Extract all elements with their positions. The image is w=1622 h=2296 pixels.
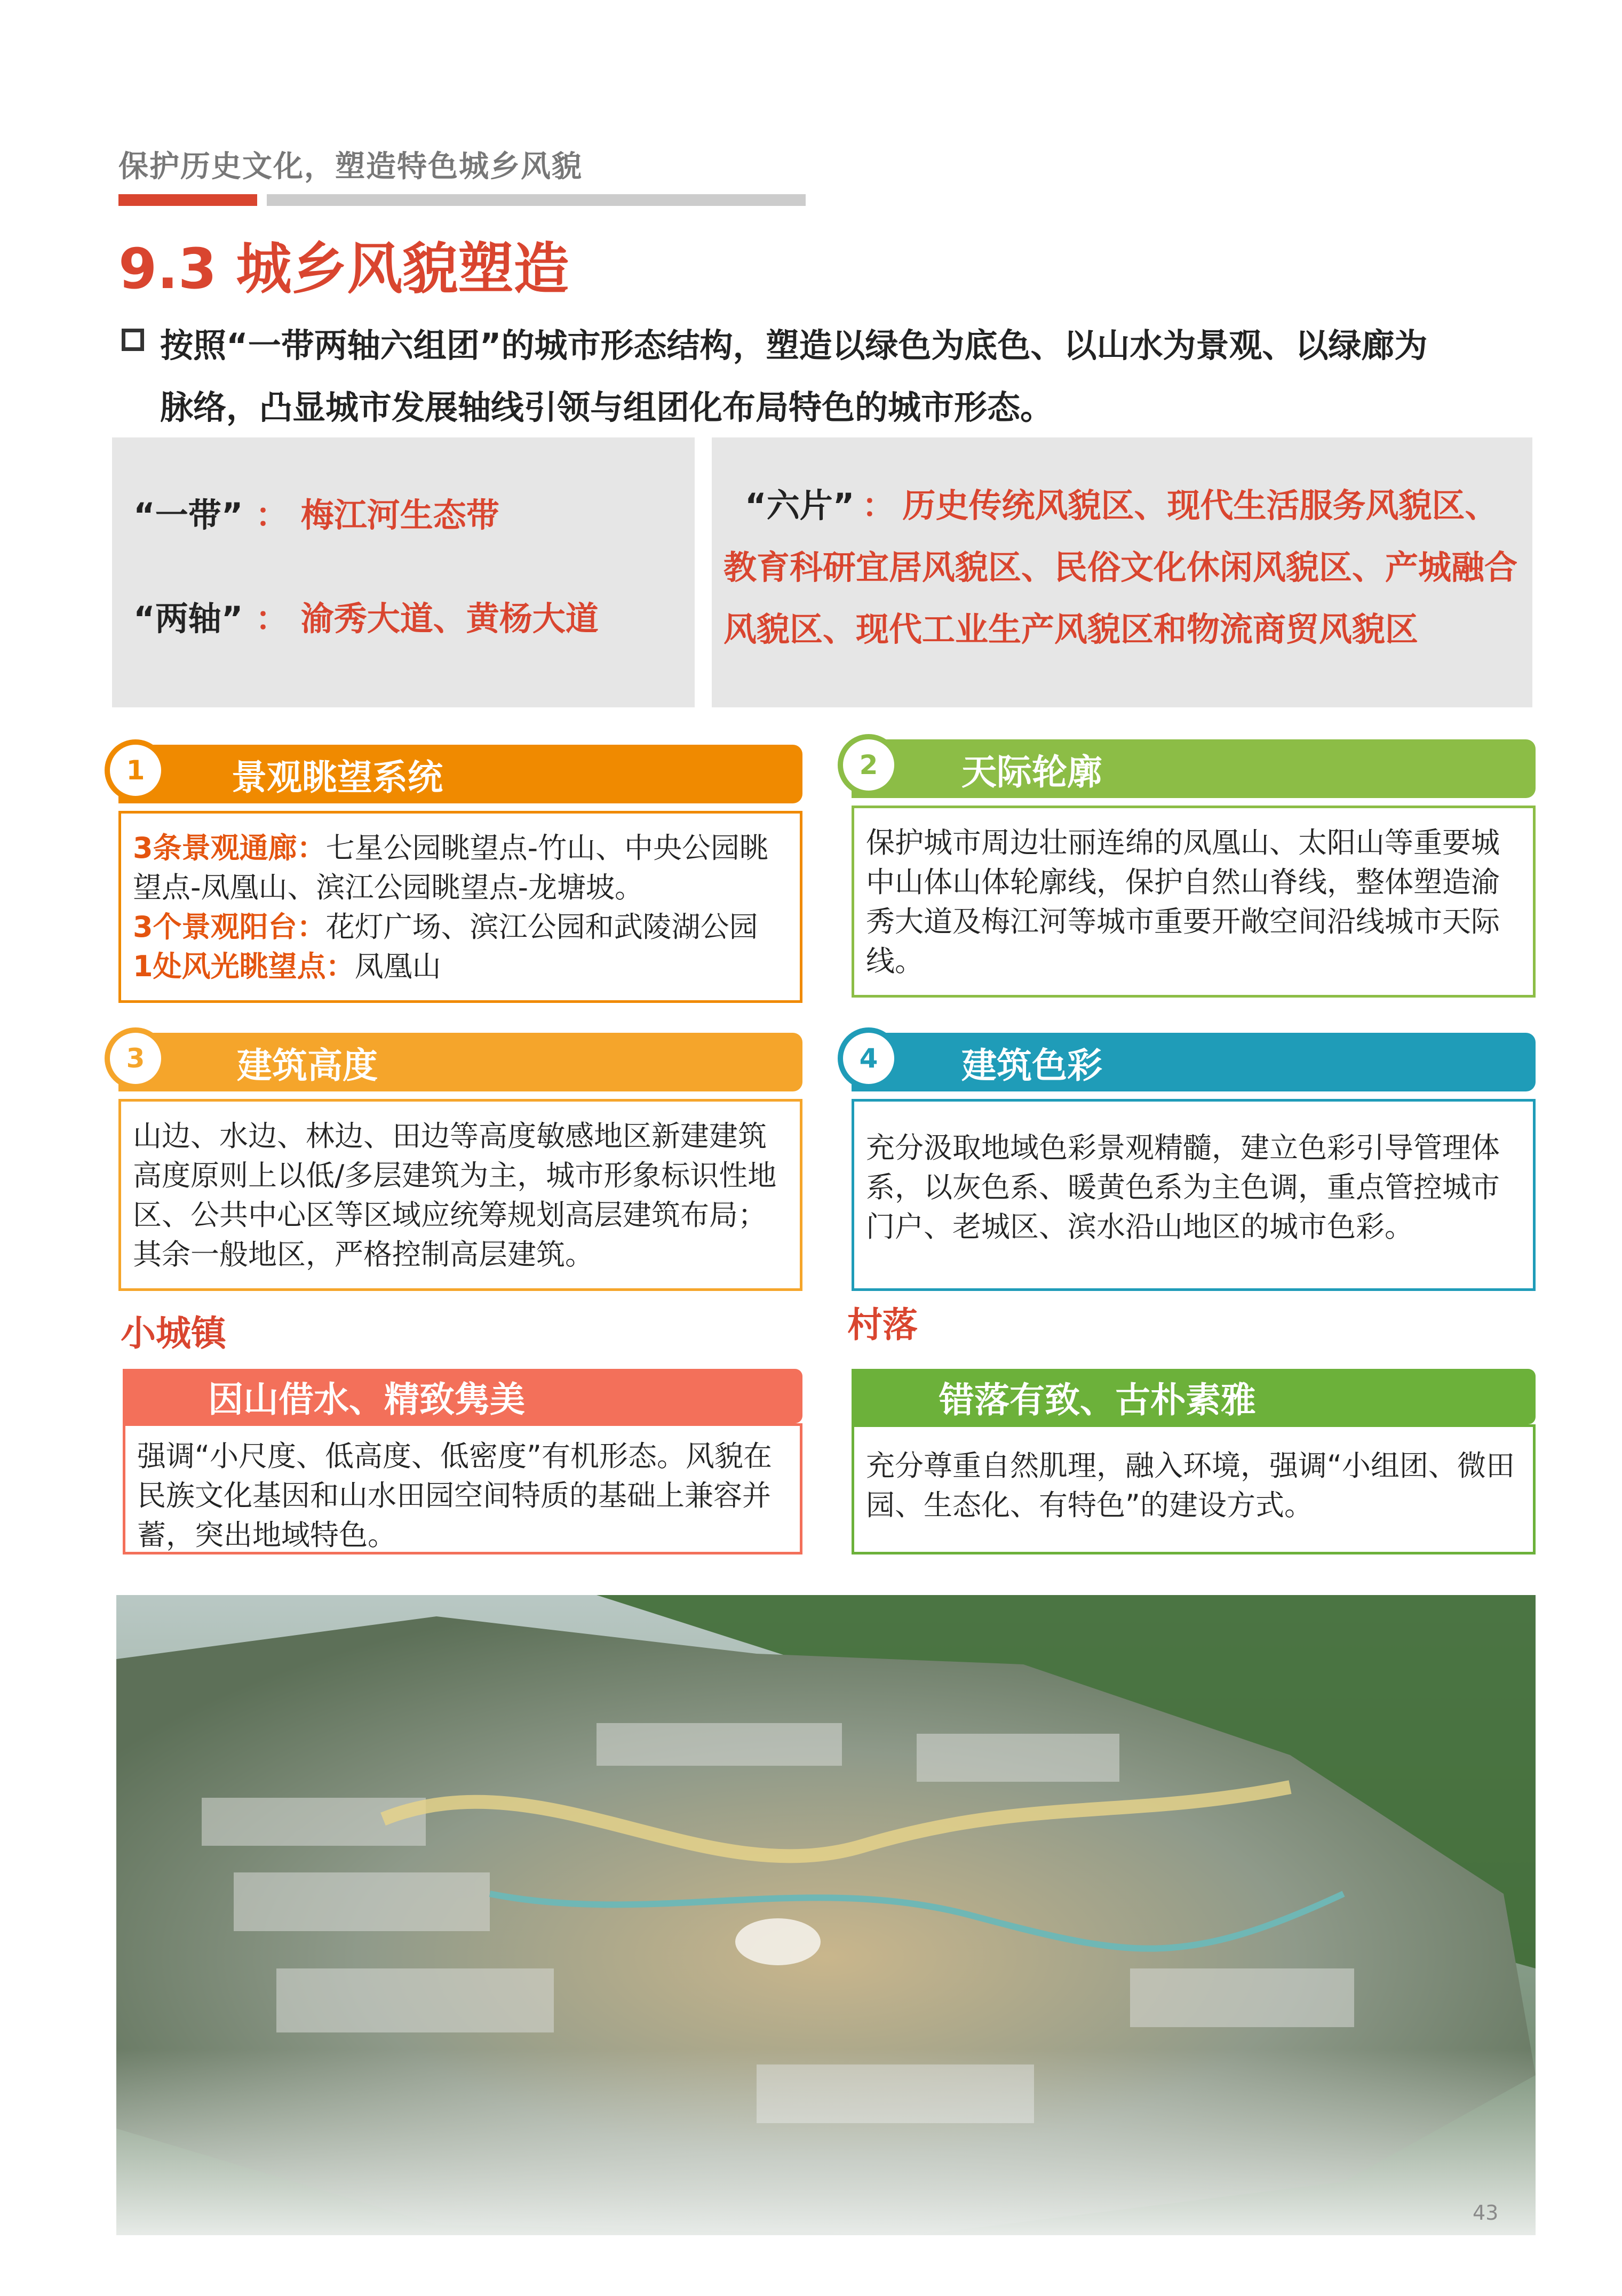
page-number: 43 — [1473, 2201, 1499, 2225]
six-value: 历史传统风貌区、现代生活服务风貌区、教育科研宜居风貌区、民俗文化休闲风貌区、产城融合风貌区、现代工业生产风貌区和物流商贸风貌区 — [723, 486, 1518, 649]
six-colon: ： — [862, 486, 895, 525]
card-3-header — [118, 1033, 802, 1091]
card-1-header — [118, 745, 802, 803]
viewpoint-label: 1处风光眺望点： — [133, 950, 355, 983]
village-card-title: 错落有致、古朴素雅 — [939, 1379, 1256, 1421]
intro-line-1: 按照“一带两轴六组团”的城市形态结构，塑造以绿色为底色、以山水为景观、以绿廊为 — [160, 326, 1428, 365]
card-1-body — [118, 811, 802, 1003]
header-divider-bar — [267, 194, 806, 206]
town-label: 小城镇 — [121, 1313, 226, 1354]
card-4-title: 建筑色彩 — [961, 1045, 1102, 1086]
chapter-subtitle: 保护历史文化，塑造特色城乡风貌 — [118, 149, 583, 184]
axes-row — [133, 592, 599, 640]
header-accent-bar — [118, 194, 257, 206]
intro-line-2: 脉络，凸显城市发展轴线引领与组团化布局特色的城市形态。 — [160, 388, 1054, 427]
axes-colon: ： — [255, 599, 289, 638]
card-4-header — [852, 1033, 1536, 1091]
balcony-text: 花灯广场、滨江公园和武陵湖公园 — [325, 910, 758, 944]
belt-row — [133, 489, 499, 536]
six-zones-row — [723, 475, 1524, 660]
card-2-number: 2 — [838, 734, 900, 796]
card-1-title: 景观眺望系统 — [232, 756, 443, 798]
village-label: 村落 — [847, 1304, 918, 1345]
card-1-line-1 — [133, 828, 788, 907]
town-card-header — [123, 1369, 802, 1423]
belt-label: “一带” — [133, 496, 243, 535]
town-card-body: 强调“小尺度、低高度、低密度”有机形态。风貌在民族文化基因和山水田园空间特质的基础上兼容并蓄，突出地域特色。 — [123, 1423, 802, 1554]
card-3-body: 山边、水边、林边、田边等高度敏感地区新建建筑高度原则上以低/多层建筑为主，城市形象标识性地区、公共中心区等区域应统筹规划高层建筑布局；其余一般地区，严格控制高层建筑。 — [118, 1099, 802, 1291]
card-1-number: 1 — [105, 739, 166, 801]
axes-value: 渝秀大道、黄杨大道 — [300, 599, 599, 638]
village-card-header — [852, 1369, 1536, 1424]
card-2-body: 保护城市周边壮丽连绵的凤凰山、太阳山等重要城中山体山体轮廓线，保护自然山脊线，整体塑造渝秀大道及梅江河等城市重要开敞空间沿线城市天际线。 — [852, 806, 1536, 998]
card-3-number: 3 — [105, 1027, 166, 1089]
aerial-city-rendering — [116, 1595, 1536, 2235]
card-4-number: 4 — [838, 1027, 900, 1089]
card-2-title: 天际轮廓 — [961, 751, 1102, 793]
belt-value: 梅江河生态带 — [300, 496, 499, 535]
balcony-label: 3个景观阳台： — [133, 910, 326, 944]
structure-panel-left — [112, 437, 695, 707]
card-1-line-2 — [133, 907, 788, 947]
card-4-body: 充分汲取地域色彩景观精髓，建立色彩引导管理体系，以灰色系、暖黄色系为主色调，重点管控城市门户、老城区、滨水沿山地区的城市色彩。 — [852, 1099, 1536, 1291]
six-label: “六片” — [745, 486, 855, 525]
card-3-title: 建筑高度 — [237, 1045, 378, 1086]
section-title: 9.3 城乡风貌塑造 — [118, 236, 569, 301]
card-1-line-3 — [133, 947, 788, 986]
viewpoint-text: 凤凰山 — [354, 950, 441, 983]
square-bullet-icon — [122, 329, 144, 351]
axes-label: “两轴” — [133, 599, 243, 638]
village-card-body: 充分尊重自然肌理，融入环境，强调“小组团、微田园、生态化、有特色”的建设方式。 — [852, 1424, 1536, 1554]
belt-colon: ： — [255, 496, 289, 535]
card-2-header — [852, 739, 1536, 798]
corridor-text: 七星公园眺望点-竹山、中央公园眺望点-凤凰山、滨江公园眺望点-龙塘坡。 — [133, 831, 769, 904]
town-card-title: 因山借水、精致隽美 — [208, 1378, 525, 1420]
corridor-label: 3条景观通廊： — [133, 831, 326, 865]
